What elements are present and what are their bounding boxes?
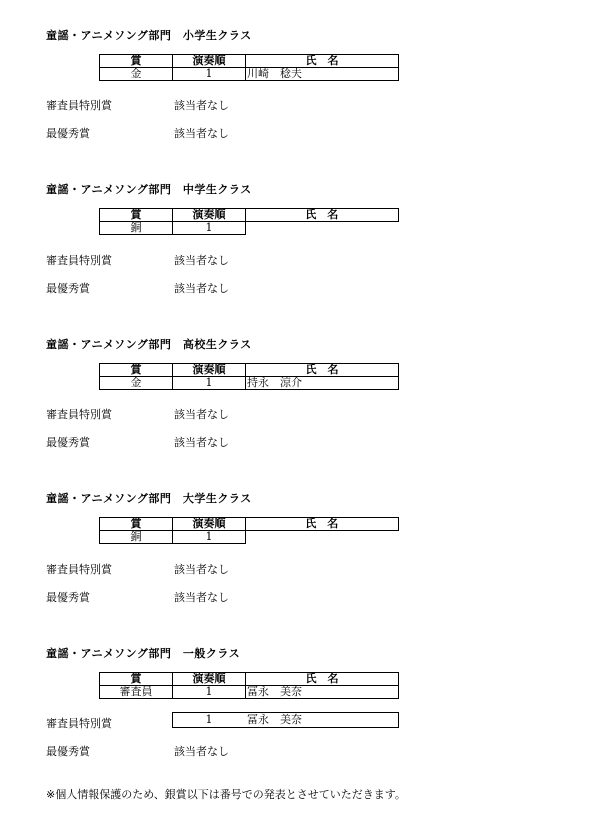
header-name: 氏 名 <box>246 364 399 377</box>
best-label: 最優秀賞 <box>46 436 90 449</box>
results-table <box>99 208 399 235</box>
cell-order: 1 <box>173 222 246 235</box>
header-order: 演奏順 <box>173 518 246 531</box>
header-award: 賞 <box>100 518 173 531</box>
best-label: 最優秀賞 <box>46 745 90 758</box>
header-name: 氏 名 <box>246 209 399 222</box>
header-award: 賞 <box>100 364 173 377</box>
header-award: 賞 <box>100 209 173 222</box>
section-title: 童謡・アニメソング部門 小学生クラス <box>46 29 252 42</box>
judge-special-value: 該当者なし <box>174 254 229 267</box>
judge-special-label: 審査員特別賞 <box>46 99 112 112</box>
results-table <box>99 517 399 544</box>
header-order: 演奏順 <box>173 364 246 377</box>
footnote: ※個人情報保護のため、銀賞以下は番号での発表とさせていただきます。 <box>46 788 406 801</box>
cell-award: 銅 <box>100 222 173 235</box>
judge-special-label: 審査員特別賞 <box>46 717 112 730</box>
judge-special-label: 審査員特別賞 <box>46 408 112 421</box>
cell-award: 銅 <box>100 531 173 544</box>
header-name: 氏 名 <box>246 518 399 531</box>
best-label: 最優秀賞 <box>46 127 90 140</box>
cell-award: 金 <box>100 68 173 81</box>
judge-special-box <box>172 712 399 728</box>
header-name: 氏 名 <box>246 673 399 686</box>
best-label: 最優秀賞 <box>46 282 90 295</box>
judge-special-label: 審査員特別賞 <box>46 563 112 576</box>
best-value: 該当者なし <box>174 745 229 758</box>
header-order: 演奏順 <box>173 209 246 222</box>
cell-name: 冨永 美奈 <box>246 686 399 699</box>
results-table <box>99 363 399 390</box>
judge-special-order: 1 <box>205 713 213 726</box>
header-order: 演奏順 <box>173 673 246 686</box>
section-title: 童謡・アニメソング部門 一般クラス <box>46 647 241 660</box>
best-value: 該当者なし <box>174 436 229 449</box>
judge-special-label: 審査員特別賞 <box>46 254 112 267</box>
cell-name <box>246 531 399 544</box>
cell-name <box>246 222 399 235</box>
section-title: 童謡・アニメソング部門 大学生クラス <box>46 492 252 505</box>
header-award: 賞 <box>100 673 173 686</box>
section-title: 童謡・アニメソング部門 高校生クラス <box>46 338 252 351</box>
best-value: 該当者なし <box>174 127 229 140</box>
header-order: 演奏順 <box>173 55 246 68</box>
cell-award: 審査員 <box>100 686 173 699</box>
cell-name: 持永 涼介 <box>246 377 399 390</box>
best-value: 該当者なし <box>174 282 229 295</box>
judge-special-value: 該当者なし <box>174 563 229 576</box>
results-table <box>99 672 399 699</box>
cell-order: 1 <box>173 531 246 544</box>
header-name: 氏 名 <box>246 55 399 68</box>
header-award: 賞 <box>100 55 173 68</box>
cell-order: 1 <box>173 686 246 699</box>
judge-special-value: 該当者なし <box>174 99 229 112</box>
section-title: 童謡・アニメソング部門 中学生クラス <box>46 183 252 196</box>
cell-award: 金 <box>100 377 173 390</box>
cell-order: 1 <box>173 377 246 390</box>
judge-special-name: 冨永 美奈 <box>247 713 302 726</box>
results-table <box>99 54 399 81</box>
cell-order: 1 <box>173 68 246 81</box>
judge-special-value: 該当者なし <box>174 408 229 421</box>
best-value: 該当者なし <box>174 591 229 604</box>
cell-name: 川崎 稔夫 <box>246 68 399 81</box>
best-label: 最優秀賞 <box>46 591 90 604</box>
